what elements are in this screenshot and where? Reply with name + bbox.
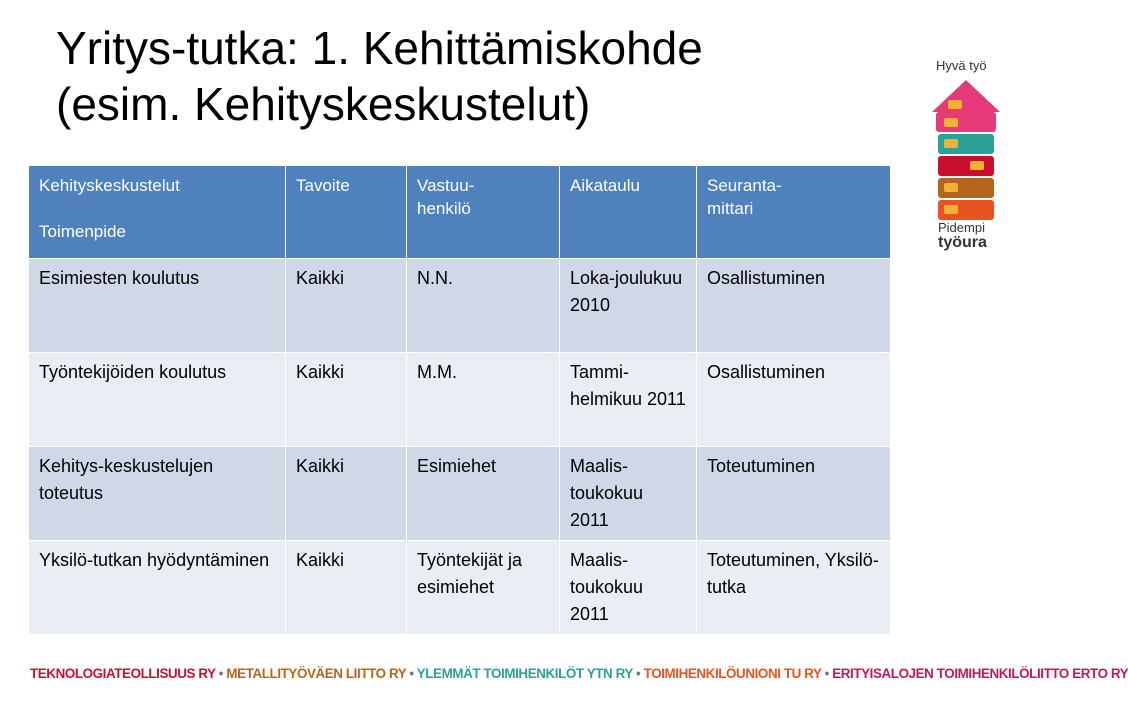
header-responsible: Vastuu- henkilö [407,166,560,259]
footer-organizations [30,666,1128,681]
cell-responsible: N.N. [407,259,560,353]
header-action: Kehityskeskustelut Toimenpide [29,166,286,259]
cell-metric: Osallistuminen [697,353,891,447]
cell-goal: Kaikki [286,447,407,541]
cell-goal: Kaikki [286,541,407,635]
title-line-1: Yritys-tutka: 1. Kehittämiskohde [56,22,703,74]
logo-pidempi: Pidempi [938,220,985,235]
footer-separator: • [218,666,224,681]
cell-metric: Osallistuminen [697,259,891,353]
cell-schedule: Tammi-helmikuu 2011 [560,353,697,447]
logo-top-text: Hyvä työ [936,58,987,73]
cell-schedule: Maalis-toukokuu 2011 [560,541,697,635]
cell-metric: Toteutuminen, Yksilö-tutka [697,541,891,635]
cell-schedule: Loka-joulukuu 2010 [560,259,697,353]
footer-org: TOIMIHENKILÖUNIONI TU RY [643,666,822,681]
footer-separator: • [824,666,829,681]
title-line-2: (esim. Kehityskeskustelut) [56,78,591,130]
footer-org: TEKNOLOGIATEOLLISUUS RY [30,666,216,681]
cell-goal: Kaikki [286,353,407,447]
header-schedule: Aikataulu [560,166,697,259]
footer-org: METALLITYÖVÄEN LIITTO RY [226,666,407,681]
footer-separator: • [409,666,414,681]
table-header-row [29,166,891,259]
footer-separator: • [636,666,641,681]
cell-action: Kehitys-keskustelujen toteutus [29,447,286,541]
cell-action: Työntekijöiden koulutus [29,353,286,447]
page-title [56,20,936,132]
footer-org: YLEMMÄT TOIMIHENKILÖT YTN RY [416,666,633,681]
footer-org: ERITYISALOJEN TOIMIHENKILÖLIITTO ERTO RY [832,666,1128,681]
house-icon [930,72,1010,232]
cell-responsible: Työntekijät ja esimiehet [407,541,560,635]
logo-tyoura: työura [938,234,987,251]
logo-bottom-text [938,220,987,250]
development-plan-table [28,165,891,635]
cell-schedule: Maalis-toukokuu 2011 [560,447,697,541]
cell-metric: Toteutuminen [697,447,891,541]
table-row [29,353,891,447]
cell-action: Esimiesten koulutus [29,259,286,353]
cell-responsible: M.M. [407,353,560,447]
table-row [29,259,891,353]
cell-action: Yksilö-tutkan hyödyntäminen [29,541,286,635]
table-row [29,447,891,541]
header-goal: Tavoite [286,166,407,259]
hyva-tyo-logo [930,58,1010,258]
cell-responsible: Esimiehet [407,447,560,541]
header-metric: Seuranta- mittari [697,166,891,259]
table-row [29,541,891,635]
cell-goal: Kaikki [286,259,407,353]
